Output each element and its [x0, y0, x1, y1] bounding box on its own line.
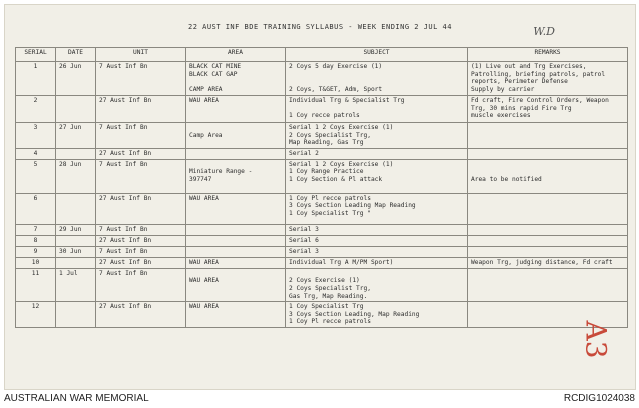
remarks-cell [468, 148, 628, 159]
remarks-cell [468, 123, 628, 149]
area-line: 397747 [189, 175, 212, 183]
table-row [16, 257, 628, 268]
unit-line: 7 Aust Inf Bn [99, 63, 148, 70]
serial-cell: 10 [16, 257, 56, 268]
subject-cell [286, 235, 468, 246]
subject-line [289, 270, 464, 278]
serial-cell: 3 [16, 123, 56, 149]
handwritten-annotation: A3 [579, 320, 613, 359]
serial-cell: 12 [16, 302, 56, 328]
subject-line [289, 105, 464, 113]
date-cell [56, 96, 96, 123]
serial-cell: 6 [16, 193, 56, 224]
table-header-row [16, 48, 628, 62]
area-line: WAU AREA [189, 277, 219, 285]
unit-cell [96, 62, 186, 96]
serial-cell: 5 [16, 159, 56, 193]
unit-line: 7 Aust Inf Bn [99, 247, 148, 255]
footer-reference: RCDIG1024038 [563, 393, 635, 404]
date-cell [56, 302, 96, 328]
subject-line: 2 Coys Exercise (1) [289, 277, 360, 285]
column-header: UNIT [96, 48, 186, 62]
subject-cell [286, 193, 468, 224]
area-cell [186, 257, 286, 268]
document-title: 22 AUST INF BDE TRAINING SYLLABUS - WEEK ENDING 2 JUL 44 [187, 23, 452, 31]
table-row [16, 268, 628, 301]
subject-cell [286, 224, 468, 235]
serial-cell: 2 [16, 96, 56, 123]
unit-cell [96, 235, 186, 246]
subject-line: 1 Coy Specialist Trg " [289, 209, 371, 217]
unit-cell [96, 268, 186, 301]
area-line: WAU AREA [189, 194, 219, 202]
unit-line: 7 Aust Inf Bn [99, 269, 148, 277]
column-header: DATE [56, 48, 96, 62]
area-line: BLACK CAT MINE [189, 63, 242, 70]
subject-line [289, 71, 464, 79]
date-cell [56, 193, 96, 224]
subject-cell [286, 268, 468, 301]
remarks-line: Weapon Trg, judging distance, Fd craft [471, 258, 613, 266]
subject-line: 3 Coys Section Leading Map Reading [289, 202, 416, 210]
document-page [4, 4, 636, 390]
unit-line: 27 Aust Inf Bn [99, 149, 152, 157]
remarks-cell [468, 235, 628, 246]
table-row [16, 235, 628, 246]
subject-line: Gas Trg, Map Reading. [289, 292, 368, 300]
unit-cell [96, 246, 186, 257]
serial-cell: 4 [16, 148, 56, 159]
subject-line: 1 Coy Section & Pl attack [289, 175, 383, 183]
unit-line: 27 Aust Inf Bn [99, 97, 152, 104]
subject-line: 1 Coy Specialist Trg [289, 303, 364, 311]
date-cell [56, 148, 96, 159]
column-header: REMARKS [468, 48, 628, 62]
subject-cell [286, 302, 468, 328]
area-cell [186, 123, 286, 149]
serial-cell: 11 [16, 268, 56, 301]
subject-line: Serial 1 2 Coys Exercise (1) [289, 124, 394, 131]
subject-line: 1 Coy Range Practice [289, 168, 364, 176]
table-row [16, 123, 628, 149]
subject-line: Serial 1 2 Coys Exercise (1) [289, 160, 394, 168]
area-line: CAMP AREA [189, 85, 223, 93]
handwritten-stamp: W.D [533, 25, 555, 38]
subject-line: 2 Coys 5 day Exercise (1) [289, 63, 383, 70]
subject-line: 1 Coy Pl recce patrols [289, 194, 371, 202]
column-header: SERIAL [16, 48, 56, 62]
date-cell [56, 235, 96, 246]
table-row [16, 224, 628, 235]
unit-line: 27 Aust Inf Bn [99, 303, 152, 311]
area-cell [186, 96, 286, 123]
subject-line [289, 78, 464, 86]
subject-line: Map Reading, Gas Trg [289, 139, 364, 147]
subject-cell [286, 246, 468, 257]
remarks-line: Supply by carrier [471, 85, 535, 93]
remarks-cell [468, 224, 628, 235]
unit-cell [96, 123, 186, 149]
area-cell [186, 62, 286, 96]
area-cell [186, 235, 286, 246]
table-row [16, 246, 628, 257]
remarks-line [471, 168, 624, 176]
table-body [16, 62, 628, 328]
subject-line: 2 Coys, T&GET, Adm, Sport [289, 85, 383, 93]
serial-cell: 1 [16, 62, 56, 96]
table-row [16, 159, 628, 193]
serial-cell: 8 [16, 235, 56, 246]
area-line: WAU AREA [189, 97, 219, 104]
date-cell: 29 Jun [56, 224, 96, 235]
table-row [16, 193, 628, 224]
remarks-cell [468, 62, 628, 96]
subject-line: 1 Coy recce patrols [289, 112, 360, 120]
unit-line: 27 Aust Inf Bn [99, 258, 152, 266]
unit-cell [96, 159, 186, 193]
date-cell: 27 Jun [56, 123, 96, 149]
unit-cell [96, 193, 186, 224]
unit-line: 7 Aust Inf Bn [99, 225, 148, 233]
area-cell [186, 246, 286, 257]
area-cell [186, 193, 286, 224]
remarks-cell [468, 159, 628, 193]
syllabus-table [15, 47, 628, 328]
area-cell [186, 268, 286, 301]
unit-cell [96, 148, 186, 159]
table-row [16, 148, 628, 159]
serial-cell: 7 [16, 224, 56, 235]
date-cell: 1 Jul [56, 268, 96, 301]
subject-line: Serial 2 [289, 149, 319, 157]
remarks-cell [468, 193, 628, 224]
subject-cell [286, 62, 468, 96]
column-header: AREA [186, 48, 286, 62]
date-cell: 28 Jun [56, 159, 96, 193]
area-cell [186, 224, 286, 235]
remarks-line: muscle exercises [471, 112, 531, 120]
area-line: WAU AREA [189, 303, 219, 311]
unit-line: 27 Aust Inf Bn [99, 236, 152, 244]
area-line [189, 78, 282, 86]
subject-line: 1 Coy Pl recce patrols [289, 318, 371, 326]
subject-cell [286, 96, 468, 123]
serial-cell: 9 [16, 246, 56, 257]
date-cell: 30 Jun [56, 246, 96, 257]
remarks-line: reports, Perimeter Defense [471, 78, 568, 86]
subject-cell [286, 148, 468, 159]
subject-line: Serial 6 [289, 236, 319, 244]
area-line: BLACK CAT GAP [189, 70, 238, 78]
remarks-cell [468, 246, 628, 257]
subject-line: 2 Coys Specialist Trg, [289, 131, 371, 139]
date-cell [56, 257, 96, 268]
remarks-cell [468, 96, 628, 123]
unit-line: 7 Aust Inf Bn [99, 160, 148, 168]
table-row [16, 302, 628, 328]
subject-cell [286, 123, 468, 149]
subject-line: Serial 3 [289, 247, 319, 255]
footer-source: AUSTRALIAN WAR MEMORIAL [4, 393, 149, 404]
area-line [189, 161, 282, 169]
subject-cell [286, 257, 468, 268]
column-header: SUBJECT [286, 48, 468, 62]
remarks-cell [468, 257, 628, 268]
remarks-line: Area to be notified [471, 175, 542, 183]
area-cell [186, 148, 286, 159]
remarks-line: Fd craft, Fire Control Orders, Weapon [471, 97, 609, 104]
date-cell: 26 Jun [56, 62, 96, 96]
subject-line: Individual Trg & Specialist Trg [289, 97, 405, 104]
subject-line: 2 Coys Specialist Trg, [289, 284, 371, 292]
remarks-line: (1) Live out and Trg Exercises, [471, 63, 587, 70]
subject-line: Serial 3 [289, 225, 319, 233]
subject-cell [286, 159, 468, 193]
remarks-line: Trg, 30 mins rapid Fire Trg [471, 104, 572, 112]
remarks-line [471, 161, 624, 169]
footer-bar [0, 390, 639, 408]
remarks-cell [468, 268, 628, 301]
area-line: WAU AREA [189, 258, 219, 266]
area-line: Camp Area [189, 131, 223, 139]
subject-line: Individual Trg A M/PM Sport) [289, 258, 394, 266]
subject-line: 3 Coys Section Leading, Map Reading [289, 310, 420, 318]
unit-cell [96, 224, 186, 235]
unit-cell [96, 302, 186, 328]
unit-line: 7 Aust Inf Bn [99, 124, 148, 131]
area-cell [186, 159, 286, 193]
unit-line: 27 Aust Inf Bn [99, 194, 152, 202]
table-row [16, 62, 628, 96]
unit-cell [96, 96, 186, 123]
remarks-line: Patrolling, briefing patrols, patrol [471, 70, 606, 78]
area-line: Miniature Range - [189, 168, 253, 176]
area-cell [186, 302, 286, 328]
table-row [16, 96, 628, 123]
area-line [189, 270, 282, 278]
area-line [189, 124, 282, 132]
unit-cell [96, 257, 186, 268]
